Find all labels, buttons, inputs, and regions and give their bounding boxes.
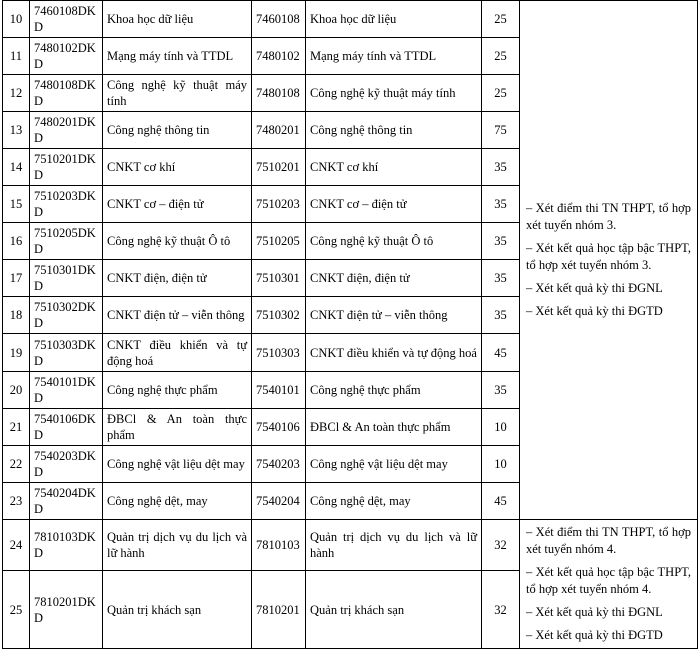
- admission-code-cell: 7810103DKD: [30, 520, 103, 571]
- admission-code-cell: 7510301DKD: [30, 260, 103, 297]
- method-item: – Xét điểm thi TN THPT, tổ hợp xét tuyển nhóm 4.: [526, 525, 691, 556]
- method-item: – Xét kết quả kỳ thi ĐGNL: [526, 281, 663, 295]
- program-name-cell: Công nghệ kỹ thuật Ô tô: [103, 223, 252, 260]
- major-code-cell: 7540101: [252, 372, 306, 409]
- quota-cell: 35: [482, 149, 520, 186]
- program-name-cell: Khoa học dữ liệu: [103, 1, 252, 38]
- program-name-cell: Công nghệ kỹ thuật máy tính: [103, 75, 252, 112]
- table-body: [3, 1, 698, 649]
- major-code-cell: 7480201: [252, 112, 306, 149]
- program-name-cell: CNKT cơ khí: [103, 149, 252, 186]
- program-name-cell: Quản trị khách sạn: [103, 571, 252, 649]
- major-code-cell: 7810103: [252, 520, 306, 571]
- admission-code-cell: 7540106DKD: [30, 409, 103, 446]
- row-number-cell: 23: [3, 483, 30, 520]
- method-item: – Xét kết quả kỳ thi ĐGTD: [526, 304, 663, 318]
- methods-list: [526, 200, 691, 320]
- major-name-cell: ĐBCl & An toàn thực phẩm: [306, 409, 482, 446]
- quota-cell: 75: [482, 112, 520, 149]
- admission-code-cell: 7540203DKD: [30, 446, 103, 483]
- program-name-cell: Quản trị dịch vụ du lịch và lữ hành: [103, 520, 252, 571]
- row-number-cell: 24: [3, 520, 30, 571]
- row-number-cell: 13: [3, 112, 30, 149]
- major-name-cell: Công nghệ dệt, may: [306, 483, 482, 520]
- major-code-cell: 7460108: [252, 1, 306, 38]
- program-name-cell: CNKT điện, điện tử: [103, 260, 252, 297]
- program-name-cell: ĐBCl & An toàn thực phẩm: [103, 409, 252, 446]
- major-name-cell: Khoa học dữ liệu: [306, 1, 482, 38]
- major-name-cell: Quản trị khách sạn: [306, 571, 482, 649]
- admission-code-cell: 7540204DKD: [30, 483, 103, 520]
- major-name-cell: Công nghệ vật liệu dệt may: [306, 446, 482, 483]
- admission-code-cell: 7510203DKD: [30, 186, 103, 223]
- admission-code-cell: 7480108DKD: [30, 75, 103, 112]
- quota-cell: 35: [482, 260, 520, 297]
- program-name-cell: Công nghệ vật liệu dệt may: [103, 446, 252, 483]
- row-number-cell: 19: [3, 334, 30, 372]
- program-name-cell: Mạng máy tính và TTDL: [103, 38, 252, 75]
- admission-methods-group4: [520, 520, 698, 649]
- major-code-cell: 7810201: [252, 571, 306, 649]
- major-code-cell: 7510302: [252, 297, 306, 334]
- major-name-cell: Mạng máy tính và TTDL: [306, 38, 482, 75]
- row-number-cell: 10: [3, 1, 30, 38]
- quota-cell: 10: [482, 409, 520, 446]
- admission-code-cell: 7480102DKD: [30, 38, 103, 75]
- quota-cell: 25: [482, 1, 520, 38]
- major-name-cell: CNKT điện tử – viễn thông: [306, 297, 482, 334]
- admission-code-cell: 7510303DKD: [30, 334, 103, 372]
- row-number-cell: 22: [3, 446, 30, 483]
- program-name-cell: CNKT điều khiển và tự động hoá: [103, 334, 252, 372]
- quota-cell: 32: [482, 520, 520, 571]
- major-name-cell: CNKT điện, điện tử: [306, 260, 482, 297]
- row-number-cell: 25: [3, 571, 30, 649]
- admission-methods-group3: [520, 1, 698, 520]
- quota-cell: 35: [482, 223, 520, 260]
- quota-cell: 45: [482, 483, 520, 520]
- admission-code-cell: 7510205DKD: [30, 223, 103, 260]
- major-name-cell: CNKT cơ – điện tử: [306, 186, 482, 223]
- quota-cell: 35: [482, 186, 520, 223]
- method-item: – Xét kết quả kỳ thi ĐGNL: [526, 605, 663, 619]
- methods-list: [526, 524, 691, 644]
- admission-code-cell: 7480201DKD: [30, 112, 103, 149]
- row-number-cell: 11: [3, 38, 30, 75]
- major-code-cell: 7540106: [252, 409, 306, 446]
- major-code-cell: 7510203: [252, 186, 306, 223]
- row-number-cell: 14: [3, 149, 30, 186]
- major-code-cell: 7510301: [252, 260, 306, 297]
- row-number-cell: 16: [3, 223, 30, 260]
- major-code-cell: 7540203: [252, 446, 306, 483]
- major-name-cell: CNKT cơ khí: [306, 149, 482, 186]
- major-name-cell: CNKT điều khiển và tự động hoá: [306, 334, 482, 372]
- admission-code-cell: 7810201DKD: [30, 571, 103, 649]
- quota-cell: 35: [482, 297, 520, 334]
- row-number-cell: 21: [3, 409, 30, 446]
- major-name-cell: Công nghệ thông tin: [306, 112, 482, 149]
- method-item: – Xét kết quả kỳ thi ĐGTD: [526, 628, 663, 642]
- row-number-cell: 17: [3, 260, 30, 297]
- program-name-cell: Công nghệ dệt, may: [103, 483, 252, 520]
- program-name-cell: Công nghệ thực phẩm: [103, 372, 252, 409]
- quota-cell: 25: [482, 75, 520, 112]
- table-row: [3, 1, 698, 38]
- admission-code-cell: 7540101DKD: [30, 372, 103, 409]
- major-code-cell: 7540204: [252, 483, 306, 520]
- major-name-cell: Quản trị dịch vụ du lịch và lữ hành: [306, 520, 482, 571]
- quota-cell: 45: [482, 334, 520, 372]
- table-row: [3, 520, 698, 571]
- admission-code-cell: 7460108DKD: [30, 1, 103, 38]
- quota-cell: 32: [482, 571, 520, 649]
- program-name-cell: CNKT cơ – điện tử: [103, 186, 252, 223]
- major-name-cell: Công nghệ kỹ thuật máy tính: [306, 75, 482, 112]
- method-item: – Xét điểm thi TN THPT, tổ hợp xét tuyển nhóm 3.: [526, 201, 691, 232]
- major-code-cell: 7480102: [252, 38, 306, 75]
- quota-cell: 35: [482, 372, 520, 409]
- major-code-cell: 7510201: [252, 149, 306, 186]
- row-number-cell: 18: [3, 297, 30, 334]
- row-number-cell: 12: [3, 75, 30, 112]
- program-name-cell: CNKT điện tử – viễn thông: [103, 297, 252, 334]
- major-code-cell: 7510205: [252, 223, 306, 260]
- major-name-cell: Công nghệ kỹ thuật Ô tô: [306, 223, 482, 260]
- method-item: – Xét kết quả học tập bậc THPT, tổ hợp xét tuyển nhóm 3.: [526, 241, 691, 272]
- method-item: – Xét kết quả học tập bậc THPT, tổ hợp xét tuyển nhóm 4.: [526, 565, 691, 596]
- row-number-cell: 15: [3, 186, 30, 223]
- major-code-cell: 7510303: [252, 334, 306, 372]
- admission-code-cell: 7510201DKD: [30, 149, 103, 186]
- quota-cell: 25: [482, 38, 520, 75]
- admission-code-cell: 7510302DKD: [30, 297, 103, 334]
- row-number-cell: 20: [3, 372, 30, 409]
- program-name-cell: Công nghệ thông tin: [103, 112, 252, 149]
- admission-table: [2, 0, 698, 649]
- quota-cell: 10: [482, 446, 520, 483]
- major-name-cell: Công nghệ thực phẩm: [306, 372, 482, 409]
- major-code-cell: 7480108: [252, 75, 306, 112]
